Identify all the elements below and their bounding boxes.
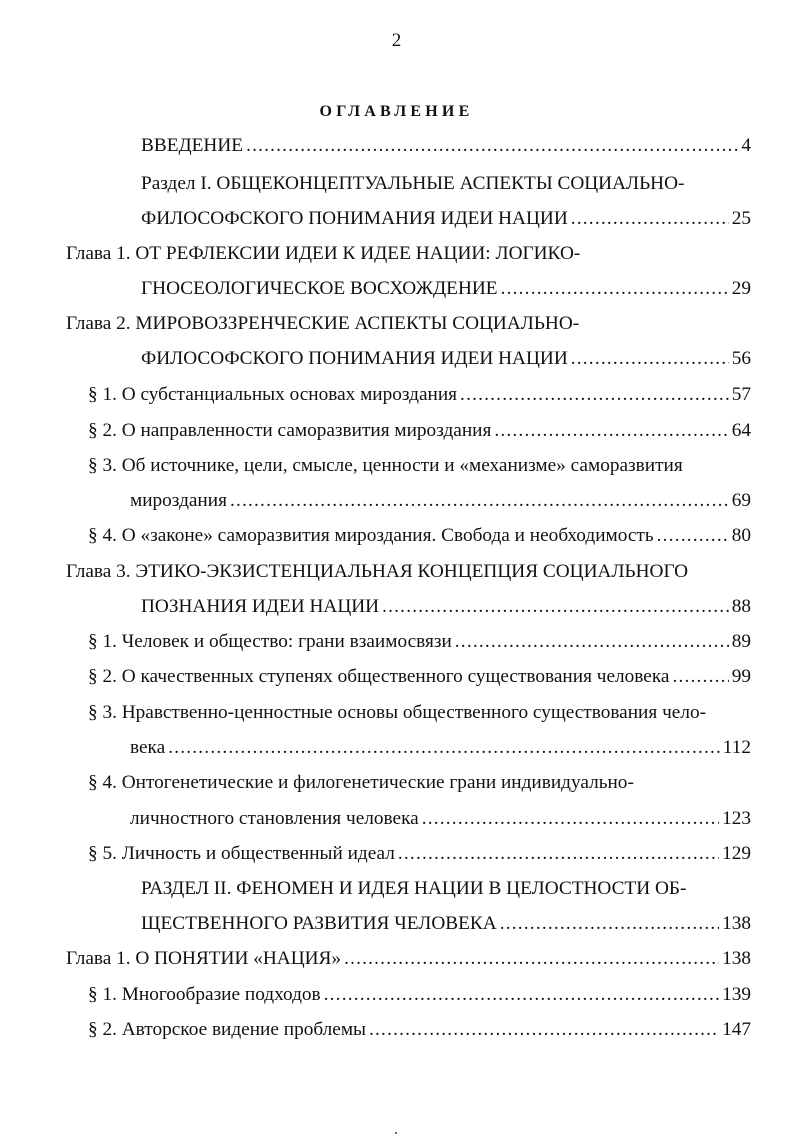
toc-entry-chapter-1-title[interactable] <box>66 241 580 267</box>
toc-entry-ch3-sec-5[interactable] <box>88 841 751 867</box>
dot-leader <box>460 382 729 408</box>
toc-entry-ch3-sec-3[interactable] <box>130 735 751 761</box>
toc-entry-chapter-1[interactable] <box>141 276 751 302</box>
toc-entry-page: 57 <box>731 384 751 405</box>
toc-entry-text: ВВЕДЕНИЕ <box>141 135 244 156</box>
toc-entry-ch3-sec-1[interactable] <box>88 629 751 655</box>
toc-entry-page: 129 <box>722 843 751 864</box>
dot-leader <box>324 982 719 1008</box>
toc-entry-page: 56 <box>731 348 751 369</box>
toc-entry-page: 139 <box>722 984 751 1005</box>
toc-entry-section-2-title[interactable] <box>141 876 686 902</box>
toc-entry-ch2-sec-3-title[interactable] <box>88 453 683 479</box>
toc-entry-text: ФИЛОСОФСКОГО ПОНИМАНИЯ ИДЕИ НАЦИИ <box>141 208 568 229</box>
toc-entry-s2-ch1-sec-2[interactable] <box>88 1017 751 1043</box>
dot-leader <box>168 735 720 761</box>
toc-entry-page: 29 <box>731 278 751 299</box>
dot-leader <box>422 806 719 832</box>
toc-entry-text: § 1. Многообразие подходов <box>88 984 321 1005</box>
toc-entry-page: 138 <box>722 948 751 969</box>
toc-entry-ch3-sec-3-title[interactable] <box>88 700 706 726</box>
toc-entry-text: § 2. О качественных ступенях общественного существования человека <box>88 666 670 687</box>
toc-entry-page: 112 <box>722 737 751 758</box>
toc-entry-chapter-2-title[interactable] <box>66 311 579 337</box>
dot-leader <box>494 418 728 444</box>
dot-leader <box>455 629 729 655</box>
toc-entry-text: Глава 3. ЭТИКО-ЭКЗИСТЕНЦИАЛЬНАЯ КОНЦЕПЦИЯ СОЦИАЛЬНОГО <box>66 561 689 582</box>
toc-entry-text: § 4. Онтогенетические и филогенетические грани индивидуально- <box>88 772 634 793</box>
toc-entry-ch2-sec-2[interactable] <box>88 418 751 444</box>
toc-entry-text: Глава 1. О ПОНЯТИИ «НАЦИЯ» <box>66 948 342 969</box>
toc-entry-text: § 1. Человек и общество: грани взаимосвязи <box>88 631 452 652</box>
toc-entry-chapter-3-title[interactable] <box>66 559 688 585</box>
dot-leader <box>369 1017 719 1043</box>
dot-leader <box>230 488 729 514</box>
toc-entry-text: ГНОСЕОЛОГИЧЕСКОЕ ВОСХОЖДЕНИЕ <box>141 278 498 299</box>
toc-entry-page: 80 <box>731 525 751 546</box>
toc-entry-chapter-3[interactable] <box>141 594 751 620</box>
toc-entry-text: § 3. Об источнике, цели, смысле, ценности и «механизме» саморазвития <box>88 455 683 476</box>
page-number: 2 <box>391 30 402 51</box>
toc-entry-text: Раздел I. ОБЩЕКОНЦЕПТУАЛЬНЫЕ АСПЕКТЫ СОЦИАЛЬНО- <box>141 173 685 194</box>
toc-entry-text: Глава 2. МИРОВОЗЗРЕНЧЕСКИЕ АСПЕКТЫ СОЦИАЛЬНО- <box>66 313 580 334</box>
dot-leader <box>382 594 729 620</box>
dot-leader <box>246 133 738 159</box>
toc-entry-page: 4 <box>741 135 751 156</box>
toc-entry-text: § 2. О направленности саморазвития мироздания <box>88 420 492 441</box>
toc-entry-ch3-sec-4-title[interactable] <box>88 770 634 796</box>
toc-entry-ch3-sec-4[interactable] <box>130 806 751 832</box>
toc-entry-page: 123 <box>722 808 751 829</box>
toc-entry-text: § 2. Авторское видение проблемы <box>88 1019 367 1040</box>
toc-entry-text: Глава 1. ОТ РЕФЛЕКСИИ ИДЕИ К ИДЕЕ НАЦИИ: ЛОГИКО- <box>66 243 581 264</box>
toc-entry-page: 64 <box>731 420 751 441</box>
toc-entry-page: 138 <box>722 913 751 934</box>
toc-entry-chapter-2[interactable] <box>141 346 751 372</box>
toc-entry-introduction[interactable] <box>141 133 751 159</box>
toc-entry-page: 25 <box>731 208 751 229</box>
toc-entry-ch2-sec-3[interactable] <box>130 488 751 514</box>
toc-entry-ch2-sec-4[interactable] <box>88 523 751 549</box>
toc-entry-section-1[interactable] <box>141 206 751 232</box>
scan-speck <box>395 1132 397 1134</box>
dot-leader <box>500 911 719 937</box>
toc-entry-text: § 5. Личность и общественный идеал <box>88 843 395 864</box>
toc-entry-text: личностного становления человека <box>130 808 419 829</box>
toc-entry-ch2-sec-1[interactable] <box>88 382 751 408</box>
toc-entry-s2-ch1-sec-1[interactable] <box>88 982 751 1008</box>
toc-entry-page: 88 <box>731 596 751 617</box>
dot-leader <box>571 346 729 372</box>
toc-entry-page: 99 <box>731 666 751 687</box>
toc-entry-page: 69 <box>731 490 751 511</box>
toc-entry-text: РАЗДЕЛ II. ФЕНОМЕН И ИДЕЯ НАЦИИ В ЦЕЛОСТНОСТИ ОБ- <box>141 878 687 899</box>
dot-leader <box>672 664 728 690</box>
toc-entry-text: ПОЗНАНИЯ ИДЕИ НАЦИИ <box>141 596 380 617</box>
toc-entry-text: мироздания <box>130 490 227 511</box>
dot-leader <box>571 206 729 232</box>
toc-entry-text: века <box>130 737 166 758</box>
dot-leader <box>398 841 719 867</box>
dot-leader <box>344 946 719 972</box>
toc-entry-text: § 3. Нравственно-ценностные основы общественного существования чело- <box>88 702 707 723</box>
toc-entry-ch3-sec-2[interactable] <box>88 664 751 690</box>
toc-title: ОГЛАВЛЕНИЕ <box>319 103 474 120</box>
toc-entry-text: § 1. О субстанциальных основах мироздания <box>88 384 458 405</box>
toc-entry-page: 89 <box>731 631 751 652</box>
toc-entry-text: § 4. О «законе» саморазвития мироздания. Свобода и необходимость <box>88 525 654 546</box>
dot-leader <box>657 523 729 549</box>
toc-entry-page: 147 <box>722 1019 751 1040</box>
toc-entry-s2-chapter-1[interactable] <box>66 946 751 972</box>
toc-entry-section-2[interactable] <box>141 911 751 937</box>
toc-entry-section-1-title[interactable] <box>141 171 684 197</box>
toc-entry-text: ЩЕСТВЕННОГО РАЗВИТИЯ ЧЕЛОВЕКА <box>141 913 497 934</box>
dot-leader <box>501 276 729 302</box>
toc-entry-text: ФИЛОСОФСКОГО ПОНИМАНИЯ ИДЕИ НАЦИИ <box>141 348 568 369</box>
